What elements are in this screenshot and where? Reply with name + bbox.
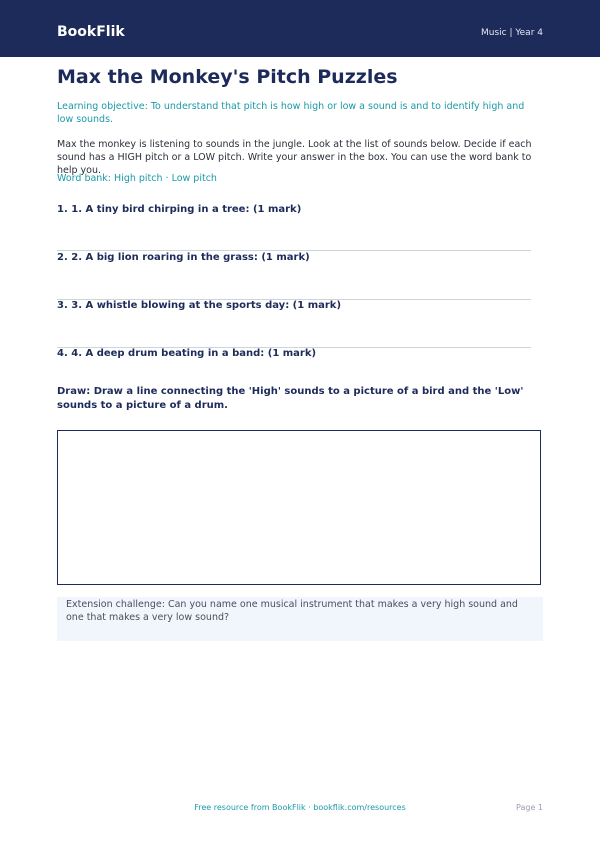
- footer-credit: Free resource from BookFlik · bookflik.com/resources: [194, 803, 406, 812]
- worksheet-title: Max the Monkey's Pitch Puzzles: [57, 66, 398, 88]
- subject-year-label: Music | Year 4: [480, 28, 543, 38]
- drawing-area[interactable]: [57, 430, 541, 585]
- brand-logo: BookFlik: [57, 24, 125, 40]
- extension-challenge-box: [57, 597, 543, 641]
- page-number: Page 1: [516, 803, 543, 812]
- question-2: 2. 2. A big lion roaring in the grass: (1 mark): [57, 252, 310, 263]
- question-3: 3. 3. A whistle blowing at the sports day: (1 mark): [57, 300, 342, 311]
- question-4: 4. 4. A deep drum beating in a band: (1 mark): [57, 348, 317, 359]
- draw-prompt: Draw: Draw a line connecting the 'High' sounds to a picture of a bird and the 'Low' sounds to a picture of a drum.: [57, 386, 524, 411]
- extension-challenge-text: Extension challenge: Can you name one musical instrument that makes a very high sound and one that makes a very low sound?: [66, 599, 518, 623]
- word-bank: Word bank: High pitch · Low pitch: [57, 173, 217, 184]
- instructions-text: Max the monkey is listening to sounds in the jungle. Look at the list of sounds below. Decide if each sound has a HIGH pitch or a LOW pitch. Write your answer in the box. You can use the word bank to help you.: [57, 139, 532, 176]
- learning-objective: Learning objective: To understand that pitch is how high or low a sound is and to identify high and low sounds.: [57, 101, 525, 125]
- page-header: [0, 0, 600, 57]
- question-1: 1. 1. A tiny bird chirping in a tree: (1 mark): [57, 204, 302, 215]
